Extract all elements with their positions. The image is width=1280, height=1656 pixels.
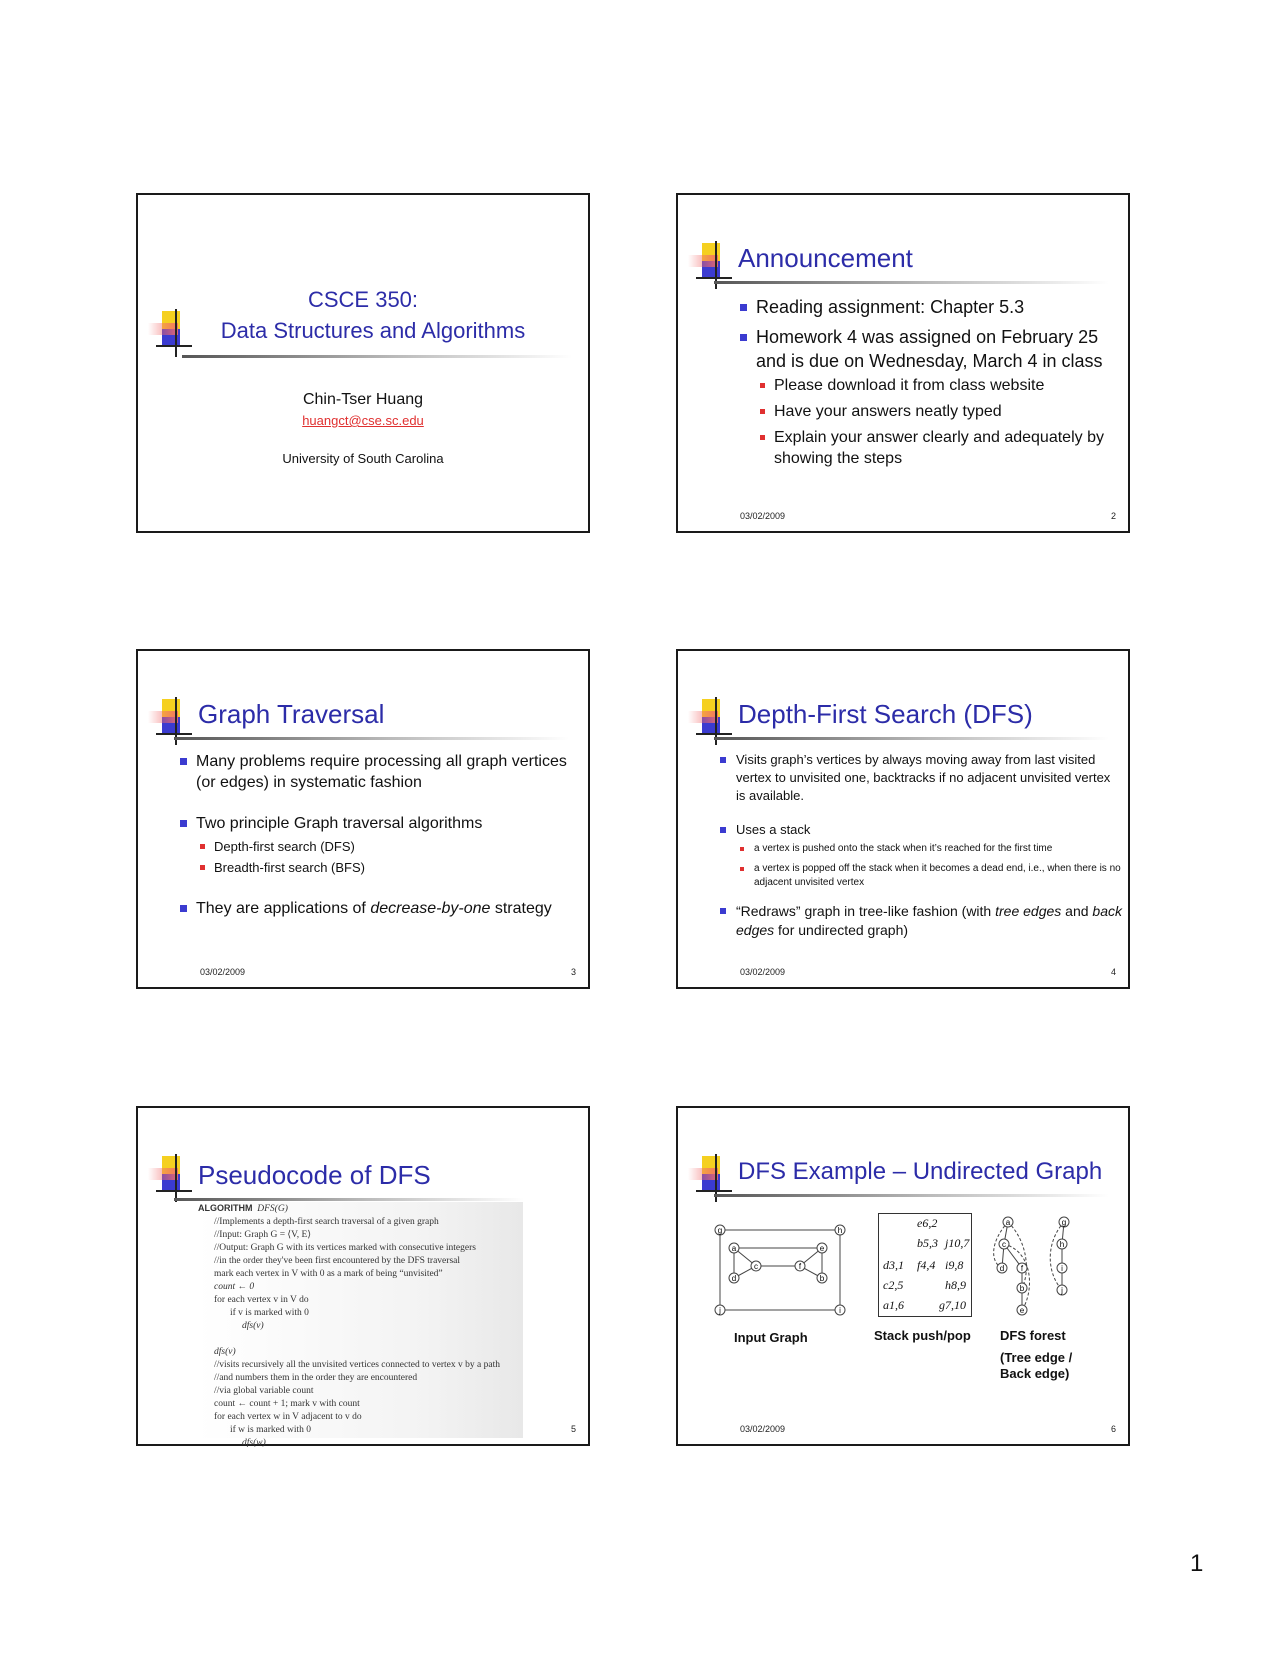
affiliation: University of South Carolina [282, 451, 444, 466]
stack-box [878, 1213, 972, 1317]
svg-text:h: h [837, 1226, 843, 1235]
stack-label: Stack push/pop [874, 1328, 971, 1343]
vertex-d [729, 1273, 739, 1283]
stack-entry: h8,9 [945, 1278, 966, 1292]
slide-2 [676, 193, 1130, 533]
author: Chin-Tser Huang [302, 391, 424, 408]
slide-number: 3 [570, 967, 576, 977]
bullet-list [718, 751, 1123, 940]
slide-date: 03/02/2009 [740, 1424, 786, 1434]
slide-number: 6 [1110, 1424, 1116, 1434]
forest-label: DFS forest [1000, 1328, 1066, 1343]
slide-6 [676, 1106, 1130, 1446]
code-line: dfs(w) [242, 1438, 266, 1448]
vertex-f [795, 1261, 805, 1271]
bullet-list [178, 751, 578, 919]
svg-text:f: f [1020, 1264, 1024, 1273]
svg-text:e: e [1019, 1306, 1025, 1315]
slide-5 [136, 1106, 590, 1446]
slide-1 [136, 193, 590, 533]
title-rule [714, 281, 1109, 284]
slide-number: 2 [1110, 511, 1116, 521]
slide-date: 03/02/2009 [740, 967, 786, 977]
svg-text:b: b [819, 1274, 825, 1283]
code-line: if w is marked with 0 [230, 1425, 312, 1435]
svg-text:f: f [798, 1262, 802, 1271]
slide-title: Announcement [738, 243, 913, 273]
svg-text:e: e [819, 1244, 825, 1253]
input-graph-label: Input Graph [734, 1330, 808, 1345]
vertex-h [835, 1225, 845, 1235]
forest-sub-label: (Tree edge / [1000, 1350, 1073, 1365]
svg-text:c: c [1002, 1240, 1006, 1249]
code-line: //visits recursively all the unvisited vertices connected to vertex v by a path [214, 1360, 500, 1370]
email-link[interactable]: huangct@cse.sc.edu [302, 413, 424, 428]
vertex-b [817, 1273, 827, 1283]
list-item: Many problems require processing all graph vertices (or edges) in systematic fashion [178, 751, 578, 793]
slide-3 [136, 649, 590, 989]
bullet-list [738, 295, 1118, 475]
svg-text:d: d [999, 1264, 1005, 1273]
code-line: dfs(v) [242, 1321, 264, 1331]
vertex-j [715, 1305, 725, 1315]
svg-text:d: d [731, 1274, 737, 1283]
stack-entry: e6,2 [917, 1216, 938, 1230]
stack-entry: b5,3 [917, 1236, 938, 1250]
sub-list-item: Have your answers neatly typed [756, 401, 1118, 422]
vertex-i [835, 1305, 845, 1315]
sub-list [736, 842, 1123, 890]
sub-list [756, 375, 1118, 469]
forest-vertex-j [1057, 1285, 1067, 1295]
list-item: “Redraws” graph in tree-like fashion (with tree edges and back edges for undirected graph) [718, 902, 1123, 940]
svg-text:a: a [1005, 1218, 1011, 1227]
list-item: They are applications of decrease-by-one strategy [178, 898, 578, 919]
forest-sub-label: Back edge) [1000, 1366, 1070, 1381]
title-rule [714, 1194, 1109, 1197]
code-line: dfs(v) [214, 1347, 236, 1357]
code-line: mark each vertex in V with 0 as a mark of being “unvisited” [214, 1269, 443, 1279]
sub-list-item: a vertex is popped off the stack when it becomes a dead end, i.e., when there is no adjacent unvisited vertex [736, 862, 1123, 890]
slide-title: DFS Example – Undirected Graph [738, 1158, 1103, 1185]
list-item: Two principle Graph traversal algorithms Depth-first search (DFS) Breadth-first search (BFS) [178, 813, 578, 878]
stack-entry: j10,7 [945, 1236, 970, 1250]
title-rule [174, 1198, 524, 1201]
logo-icon [148, 1154, 196, 1204]
vertex-e [817, 1243, 827, 1253]
input-graph [708, 1218, 858, 1323]
sub-list-item: Breadth-first search (BFS) [196, 857, 578, 878]
forest-vertex-g [1059, 1217, 1069, 1227]
slide-number: 4 [1110, 967, 1116, 977]
slide-4 [676, 649, 1130, 989]
vertex-a [729, 1243, 739, 1253]
code-line: //Input: Graph G = ⟨V, E⟩ [214, 1230, 312, 1240]
slide-date: 03/02/2009 [740, 511, 786, 521]
sub-list-item: Explain your answer clearly and adequately by showing the steps [756, 427, 1118, 469]
slide-title: Graph Traversal [198, 699, 385, 729]
svg-text:b: b [1019, 1284, 1025, 1293]
vertex-g [715, 1225, 725, 1235]
pseudocode-image: ALGORITHM DFS(G) //Implements a depth-first search traversal of a given graph //Input: Graph G = ⟨V, E⟩ //Output: Graph G with its vertices marked with consecutive integers //in the order they've been first encountered by the DFS traversal mark each vertex in V with 0 as a mark of being “unvisited” count ← 0 for each vertex v in V do if v is marked with 0 dfs(v) dfs(v) //visits recursively all the unvisited vertices connected to vertex v by a path //and numbers them in the order they are encountered //via global variable count count ← count + 1; mark v with count for each vertex w in V adjacent to v do if w is marked with 0 dfs(w) [198, 1202, 523, 1438]
vertex-c [751, 1261, 761, 1271]
stack-entry: i9,8 [945, 1258, 964, 1272]
svg-text:h: h [1059, 1240, 1065, 1249]
slide-title: Pseudocode of DFS [198, 1160, 431, 1190]
forest-vertex-e [1017, 1305, 1027, 1315]
slide-title: Depth-First Search (DFS) [738, 699, 1033, 729]
slide-number: 5 [570, 1424, 576, 1434]
code-line: count ← count + 1; mark v with count [214, 1399, 360, 1409]
slide-title-line2: Data Structures and Algorithms [220, 318, 526, 343]
code-line: //and numbers them in the order they are encountered [214, 1373, 418, 1383]
svg-text:i: i [839, 1306, 841, 1315]
title-rule [182, 355, 572, 358]
code-line: for each vertex w in V adjacent to v do [214, 1412, 362, 1422]
forest-vertex-h [1057, 1239, 1067, 1249]
stack-entry: f4,4 [917, 1258, 936, 1272]
stack-entry: g7,10 [939, 1298, 966, 1312]
stack-entry: d3,1 [883, 1258, 904, 1272]
code-line: //Implements a depth-first search traversal of a given graph [214, 1217, 439, 1227]
slide-date: 03/02/2009 [200, 967, 246, 977]
code-line: count ← 0 [214, 1282, 255, 1292]
svg-text:g: g [1061, 1218, 1067, 1227]
sub-list-item: a vertex is pushed onto the stack when it’s reached for the first time [736, 842, 1123, 856]
list-item: Uses a stack a vertex is pushed onto the stack when it’s reached for the first time a vertex is popped off the stack when it becomes a dead end, i.e., when there is no adjacent unvisited vertex [718, 821, 1123, 890]
sub-list [196, 836, 578, 878]
svg-text:a: a [731, 1244, 737, 1253]
stack-entry: a1,6 [883, 1298, 904, 1312]
title-rule [714, 737, 1109, 740]
code-line: for each vertex v in V do [214, 1295, 309, 1305]
list-item: Homework 4 was assigned on February 25 and is due on Wednesday, March 4 in class Please download it from class website Have your answers neatly typed Explain your answer clearly and adequately by showing the steps [738, 325, 1118, 469]
svg-text:c: c [754, 1262, 758, 1271]
sub-list-item: Depth-first search (DFS) [196, 836, 578, 857]
stack-entry: c2,5 [883, 1278, 904, 1292]
code-line: //in the order they've been first encountered by the DFS traversal [214, 1256, 460, 1266]
page-number: 1 [1190, 1550, 1204, 1577]
svg-text:g: g [717, 1226, 723, 1235]
slide-title-line1: CSCE 350: [307, 287, 419, 312]
forest-vertex-f [1017, 1263, 1027, 1273]
forest-vertex-i [1057, 1263, 1067, 1273]
forest-vertex-a [1003, 1217, 1013, 1227]
svg-text:j: j [719, 1306, 721, 1315]
forest-vertex-d [997, 1263, 1007, 1273]
svg-text:i: i [1061, 1264, 1063, 1273]
forest-vertex-c [999, 1239, 1009, 1249]
code-line: //Output: Graph G with its vertices marked with consecutive integers [214, 1243, 476, 1253]
sub-list-item: Please download it from class website [756, 375, 1118, 396]
title-rule [174, 737, 569, 740]
list-item: Visits graph’s vertices by always moving away from last visited vertex to unvisited one, backtracks if no adjacent unvisited vertex is available. [718, 751, 1123, 805]
code-line: if v is marked with 0 [230, 1308, 309, 1318]
forest-vertex-b [1017, 1283, 1027, 1293]
code-line: //via global variable count [214, 1386, 314, 1396]
dfs-forest [988, 1212, 1078, 1324]
list-item: Reading assignment: Chapter 5.3 [738, 295, 1118, 319]
svg-text:j: j [1061, 1286, 1063, 1295]
